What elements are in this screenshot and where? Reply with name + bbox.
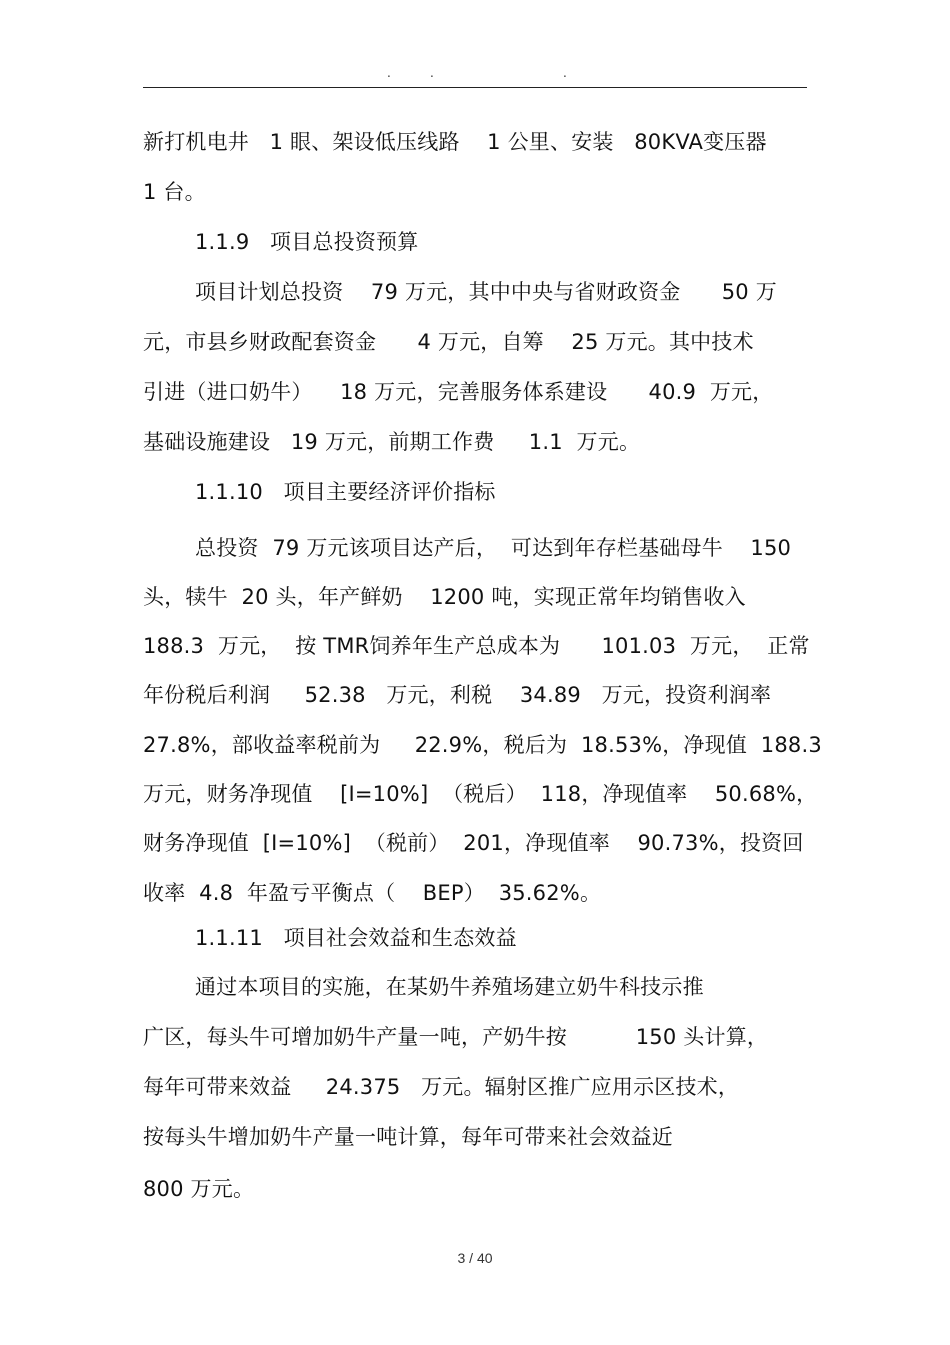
- header-rule: [143, 87, 807, 88]
- body-line: 头，犊牛 20 头，年产鲜奶 1200 吨，实现正常年均销售收入: [143, 585, 746, 609]
- body-line: 1 台。: [143, 180, 206, 204]
- body-line: 通过本项目的实施，在某奶牛养殖场建立奶牛科技示推: [195, 975, 704, 999]
- body-line: 年份税后利润 52.38 万元，利税 34.89 万元，投资利润率: [143, 683, 772, 707]
- page-number: 3 / 40: [457, 1250, 493, 1266]
- body-line: 广区，每头牛可增加奶牛产量一吨，产奶牛按 150 头计算，: [143, 1025, 769, 1049]
- header-dot: .: [430, 66, 434, 80]
- body-line: 财务净现值 [I=10%] （税前） 201，净现值率 90.73%，投资回: [143, 831, 804, 855]
- header-dot: .: [563, 66, 567, 80]
- body-line: 收率 4.8 年盈亏平衡点（ BEP） 35.62%。: [143, 881, 602, 905]
- body-line: 总投资 79 万元该项目达产后， 可达到年存栏基础母牛 150: [195, 536, 792, 560]
- body-line: 按每头牛增加奶牛产量一吨计算，每年可带来社会效益近: [143, 1125, 673, 1149]
- body-line: 元，市县乡财政配套资金 4 万元，自筹 25 万元。其中技术: [143, 330, 754, 354]
- body-line: 每年可带来效益 24.375 万元。辐射区推广应用示区技术，: [143, 1075, 740, 1099]
- body-line: 800 万元。: [143, 1177, 255, 1201]
- body-line: 万元，财务净现值 [I=10%] （税后） 118，净现值率 50.68%，: [143, 782, 818, 806]
- body-line: 基础设施建设 19 万元，前期工作费 1.1 万元。: [143, 430, 641, 454]
- header-dot: .: [387, 66, 391, 80]
- section-heading-1-1-9: 1.1.9 项目总投资预算: [195, 230, 419, 254]
- header-dots: [0, 66, 950, 82]
- body-line: 188.3 万元， 按 TMR饲养年生产总成本为 101.03 万元， 正常: [143, 634, 810, 658]
- section-heading-1-1-10: 1.1.10 项目主要经济评价指标: [195, 480, 496, 504]
- body-line: 项目计划总投资 79 万元，其中中央与省财政资金 50 万: [195, 280, 777, 304]
- section-heading-1-1-11: 1.1.11 项目社会效益和生态效益: [195, 926, 517, 950]
- body-line: 新打机电井 1 眼、架设低压线路 1 公里、安装 80KVA变压器: [143, 130, 767, 154]
- body-line: 27.8%，部收益率税前为 22.9%，税后为 18.53%，净现值 188.3: [143, 733, 822, 757]
- body-line: 引进（进口奶牛） 18 万元，完善服务体系建设 40.9 万元，: [143, 380, 774, 404]
